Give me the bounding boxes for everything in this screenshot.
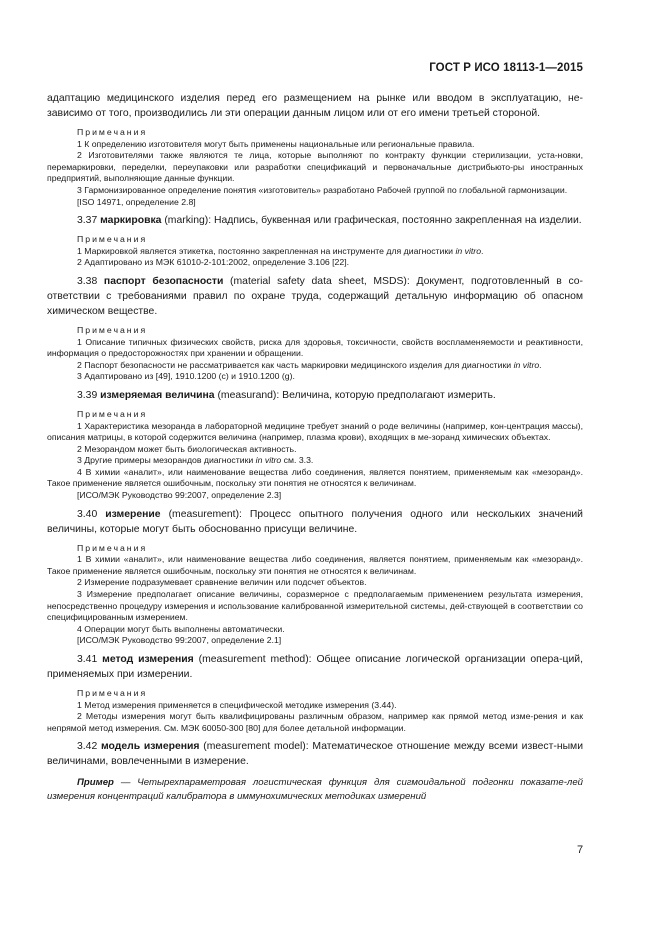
- source-reference: [ISO 14971, определение 2.8]: [77, 196, 196, 207]
- note-italic: in vitro: [513, 359, 540, 370]
- notes-heading: Примечания: [77, 234, 148, 245]
- note: 3 Измерение предполагает описание величины, соразмерное с предполагаемым применением результата измерения, непосредственно процедуру измерения и использование калиброванной измерительной системы, дей-ствующей в соответствии со специфицированным измерением.: [47, 589, 583, 623]
- notes-heading: Примечания: [77, 127, 148, 137]
- notes-heading: Примечания: [77, 688, 148, 698]
- term-name: паспорт безопасности: [103, 275, 224, 287]
- example-paragraph: [47, 776, 583, 803]
- term-number: 3.41: [77, 654, 98, 665]
- note-italic: in vitro: [455, 245, 482, 256]
- source-reference: [ИСО/МЭК Руководство 99:2007, определение 2.3]: [77, 490, 282, 501]
- note-text: 2 Паспорт безопасности не рассматривается как часть маркировки медицинского изделия для диагностики: [77, 359, 514, 370]
- note: 1 Описание типичных физических свойств, риска для здоровья, токсичности, свойств воспламеняемости и реактивности, информация о предосторожностях при хранении и обращении.: [47, 336, 583, 359]
- note: 2 Изготовителями также являются те лица, которые выполняют по контракту функции стерилизации, уста-новки, перемаркировки, переделки, переупаковки или разработки спецификаций и первоначальные дистрибьюто-ры иностранных предприятий, выполняющие данные функции.: [47, 150, 583, 184]
- example-label: Пример: [77, 777, 114, 789]
- term-number: 3.42: [77, 741, 98, 753]
- note: 2 Адаптировано из МЭК 61010-2-101:2002, определение 3.106 [22].: [77, 257, 350, 268]
- note: 1 К определению изготовителя могут быть применены национальные или региональные правила.: [77, 138, 475, 149]
- note: [47, 360, 583, 372]
- term-definition: (material safety data sheet, MSDS): Документ, подготовленный в со-ответствии с требованиями правил по охране труда, содержащий детальную информацию об опасном химическом веществе.: [47, 275, 584, 317]
- note: 2 Измерение подразумевает сравнение величин или подсчет объектов.: [77, 577, 367, 588]
- term-name: модель измерения: [101, 741, 200, 753]
- term-definition: (measurement model): Математическое отношение между всеми извест-ными величинами, вовлеченными в измерение.: [47, 741, 583, 768]
- note-text: 3 Другие примеры мезорандов диагностики: [77, 455, 256, 466]
- note: 1 В химии «аналит», или наименование вещества либо соединения, является понятием, применяемым как «мезоранд». Такое применение является ошибочным, поскольку эти понятия не относятся к величинам.: [47, 554, 583, 576]
- note-text: см. 3.3.: [281, 455, 314, 466]
- term-name: метод измерения: [102, 654, 194, 665]
- intro-paragraph: адаптацию медицинского изделия перед его размещением на рынке или вводом в эксплуатацию, не-зависимо от того, производились ли эти операции данным лицом или от его имени третьей стороной.: [47, 93, 583, 119]
- note: 3 Адаптировано из [49], 1910.1200 (c) и 1910.1200 (g).: [77, 371, 295, 382]
- term-3-40: [47, 507, 583, 537]
- term-3-38: [47, 274, 583, 319]
- note: 1 Характеристика мезоранда в лабораторной медицине требует знаний о роде величины (например, кон-центрация массы), описания матрицы, в которой содержится величина (например, плазма крови), входящих в ме-зоранд химических объектах.: [47, 420, 583, 443]
- term-3-37: [47, 213, 583, 228]
- term-definition: (measurement): Процесс опытного получения одного или нескольких значений величины, которые могут быть обоснованно присущи величине.: [47, 508, 583, 535]
- term-name: измеряемая величина: [100, 389, 215, 401]
- document-body: [47, 91, 583, 813]
- source-reference: [ИСО/МЭК Руководство 99:2007, определение 2.1]: [77, 635, 282, 646]
- term-3-41: [47, 652, 583, 682]
- term-3-42: [47, 739, 583, 769]
- term-number: 3.39: [77, 389, 98, 401]
- notes-heading: Примечания: [77, 542, 148, 553]
- document-id-header: ГОСТ Р ИСО 18113-1—2015: [429, 62, 583, 74]
- note: 2 Методы измерения могут быть квалифицированы различным образом, например как прямой метод изме-рения и как непрямой метод измерения. См. МЭК 60050-300 [80] для более детальной информации.: [47, 711, 583, 733]
- term-name: маркировка: [100, 215, 162, 227]
- term-name: измерение: [105, 508, 161, 520]
- term-number: 3.40: [77, 508, 98, 520]
- term-number: 3.38: [77, 275, 98, 287]
- note: 4 Операции могут быть выполнены автоматически.: [77, 623, 285, 634]
- term-number: 3.37: [77, 215, 98, 227]
- term-definition: (measurand): Величина, которую предполагают измерить.: [214, 389, 496, 401]
- notes-heading: Примечания: [77, 324, 148, 335]
- term-definition: (measurement method): Общее описание логической организации опера-ций, применяемых при измерении.: [47, 654, 583, 680]
- notes-heading: Примечания: [77, 408, 148, 419]
- note: 1 Метод измерения применяется в специфической методике измерения (3.44).: [77, 699, 397, 710]
- note: 4 В химии «аналит», или наименование вещества либо соединения, является понятием, применяемым как «мезоранд». Такое применение является ошибочным, поскольку эти понятия не относятся к величинам.: [47, 466, 583, 489]
- note-text: .: [539, 359, 542, 370]
- note-text: .: [481, 245, 484, 256]
- page-number: 7: [577, 844, 584, 856]
- example-text: — Четырехпараметровая логистическая функция для сигмоидальной подгонки показате-лей измерения концентраций калибратора в иммунохимических методиках измерений: [47, 777, 583, 802]
- term-definition: (marking): Надпись, буквенная или графическая, постоянно закрепленная на изделии.: [161, 215, 582, 227]
- note-italic: in vitro: [255, 455, 282, 466]
- note-text: 1 Маркировкой является этикетка, постоянно закрепленная на инструменте для диагностики: [77, 245, 456, 256]
- term-3-39: [47, 388, 583, 403]
- note: 2 Мезорандом может быть биологическая активность.: [77, 443, 297, 454]
- note: 3 Гармонизированное определение понятия «изготовитель» разработано Рабочей группой по глобальной гармонизации.: [77, 184, 568, 195]
- note: [47, 246, 583, 258]
- note: [47, 455, 583, 467]
